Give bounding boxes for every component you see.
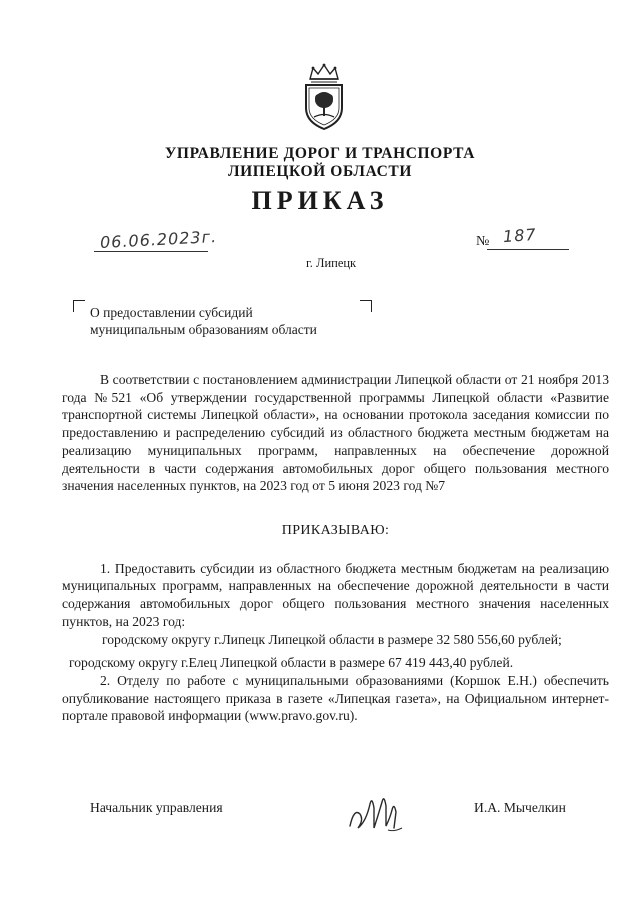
- order-item-2: 2. Отделу по работе с муниципальными образованиями (Коршок Е.Н.) обеспечить опубликование настоящего приказа в газете «Липецкая газета», на Официальном интернет-портале правовой информации (www.pravo.gov.ru).: [62, 672, 609, 724]
- handwritten-signature-icon: [344, 788, 408, 838]
- signatory-name: И.А. Мычелкин: [474, 800, 566, 815]
- document-body: [62, 371, 609, 725]
- document-type-title: ПРИКАЗ: [251, 186, 389, 215]
- organization-name-line2: ЛИПЕЦКОЙ ОБЛАСТИ: [228, 163, 412, 180]
- order-item-1: 1. Предоставить субсидии из областного бюджета местным бюджетам на реализацию муниципальных программ, направленных на обеспечение дорожной деятельности в части содержания автомобильных дорог общего пользования местного значения населенных пунктов, на 2023 год:: [62, 560, 609, 629]
- city-label: г. Липецк: [306, 256, 357, 270]
- order-word: ПРИКАЗЫВАЮ:: [281, 522, 390, 538]
- handwritten-number: 187: [502, 224, 538, 247]
- handwritten-date: 06.06.2023г.: [99, 226, 218, 253]
- number-underline: [487, 249, 569, 250]
- order-item-1-subitem-1: городскому округу г.Липецк Липецкой области в размере 32 580 556,60 рублей;: [102, 632, 562, 648]
- order-item-1-subitem-2: городскому округу г.Елец Липецкой области в размере 67 419 443,40 рублей.: [69, 655, 514, 671]
- intro-paragraph: В соответствии с постановлением администрации Липецкой области от 21 ноября 2013 года №521 «Об утверждении государственной программы Липецкой области «Развитие транспортной системы Липецкой области», на основании протокола заседания комиссии по предоставлению и распределению субсидий из областного бюджета местным бюджетам на реализацию муниципальных программ, направленных на обеспечение дорожной деятельности в части содержания автомобильных дорог общего пользования местного значения населенных пунктов, на 2023 год от 5 июня 2023 год №7: [62, 372, 609, 494]
- subject-bracket-right: [360, 300, 372, 312]
- signatory-role: Начальник управления: [90, 800, 223, 815]
- subject-bracket-left: [73, 300, 85, 312]
- coat-of-arms-icon: [296, 62, 352, 132]
- organization-name-line1: УПРАВЛЕНИЕ ДОРОГ И ТРАНСПОРТА: [164, 145, 476, 162]
- date-underline: [94, 251, 208, 252]
- subject-line2: муниципальным образованиям области: [90, 322, 317, 337]
- number-label: №: [476, 234, 490, 249]
- subject-line1: О предоставлении субсидий: [90, 305, 253, 320]
